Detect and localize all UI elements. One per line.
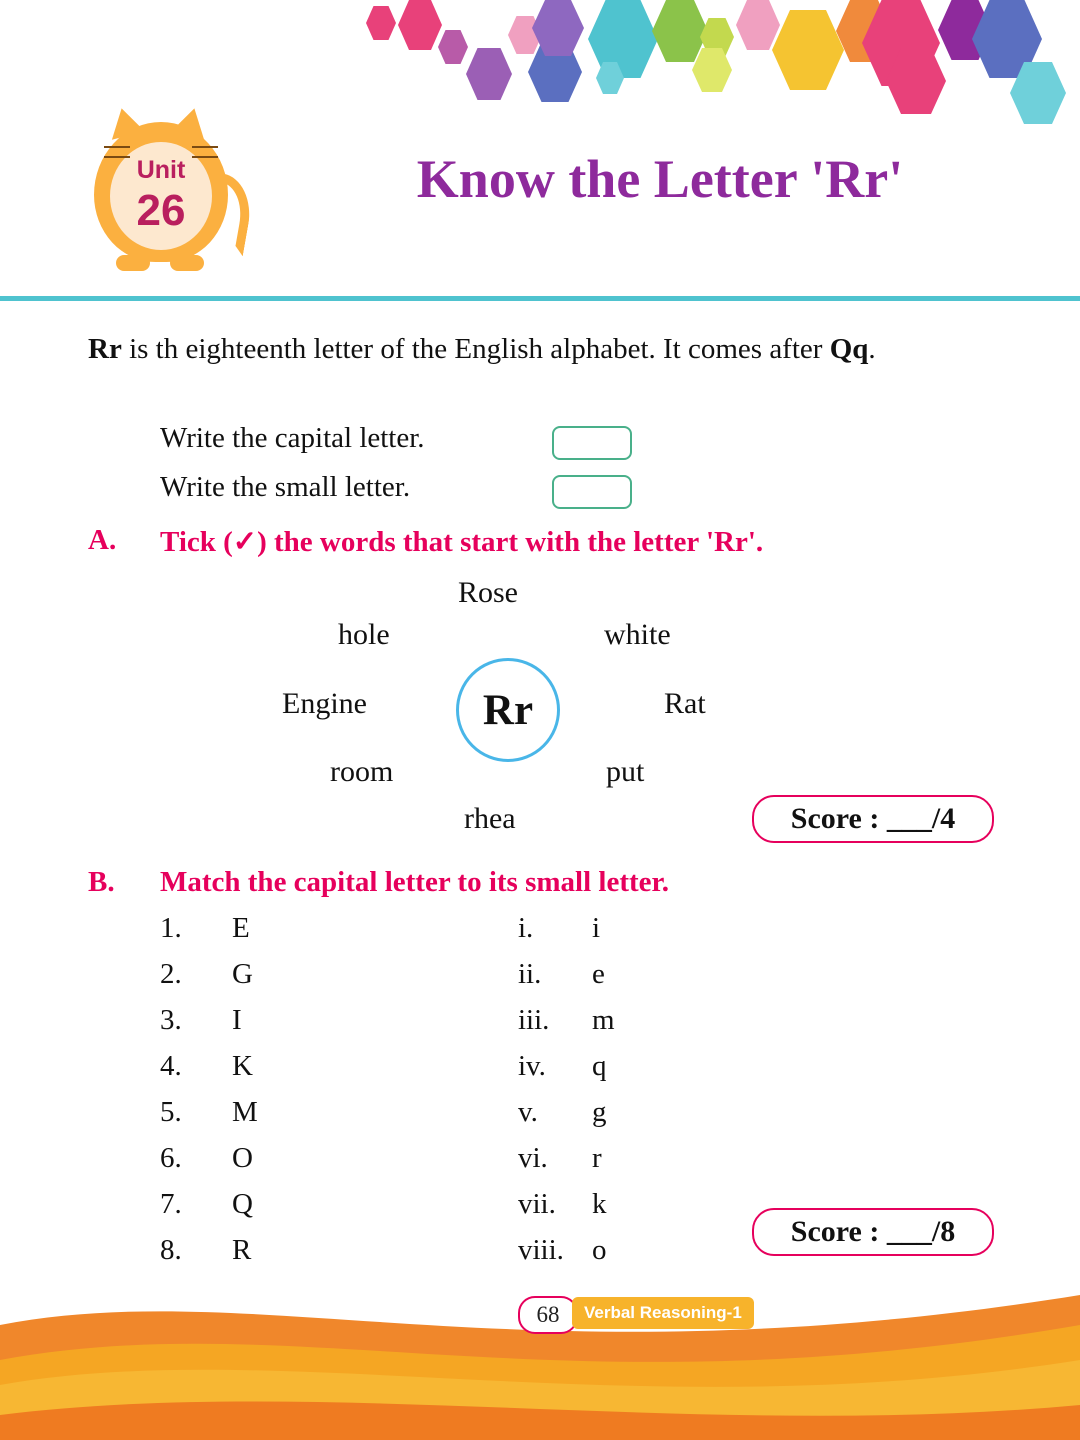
match-right-number: viii. [518, 1234, 564, 1266]
match-left-number: 6. [160, 1142, 182, 1174]
match-right-value[interactable]: g [592, 1096, 607, 1128]
score-box-a[interactable]: Score : ___/4 [752, 795, 994, 843]
cat-whisker-icon [192, 146, 218, 148]
intro-text-2: . [868, 333, 876, 365]
write-capital-label: Write the capital letter. [160, 422, 425, 454]
match-right-value[interactable]: e [592, 958, 605, 990]
match-right-value[interactable]: m [592, 1004, 615, 1036]
match-left-number: 5. [160, 1096, 182, 1128]
intro-paragraph [88, 330, 998, 369]
page-title: Know the Letter 'Rr' [416, 149, 904, 209]
match-right-number: iii. [518, 1004, 550, 1036]
match-right-number: vii. [518, 1188, 556, 1220]
match-left-value[interactable]: M [232, 1096, 258, 1128]
hexagon-shape [736, 0, 780, 50]
write-small-label: Write the small letter. [160, 471, 411, 503]
match-right-number: iv. [518, 1050, 546, 1082]
word-option[interactable]: white [604, 618, 671, 651]
match-right-value[interactable]: q [592, 1050, 607, 1082]
section-a-label: A. [88, 524, 117, 556]
unit-badge [86, 108, 246, 273]
section-b-instruction: Match the capital letter to its small letter. [160, 866, 669, 898]
section-a-instruction: Tick (✓) the words that start with the letter 'Rr'. [160, 526, 764, 558]
word-option[interactable]: Rat [664, 687, 706, 720]
score-box-b[interactable]: Score : ___/8 [752, 1208, 994, 1256]
match-right-number: v. [518, 1096, 538, 1128]
hexagon-shape [466, 48, 512, 100]
cat-paw-left-icon [116, 255, 150, 271]
hexagon-shape [772, 10, 844, 90]
footer-wave-decoration [0, 1265, 1080, 1440]
write-small-input[interactable] [552, 475, 632, 509]
match-left-value[interactable]: I [232, 1004, 242, 1036]
match-left-number: 8. [160, 1234, 182, 1266]
unit-number-label: 26 [136, 186, 186, 235]
match-right-value[interactable]: o [592, 1234, 607, 1266]
match-left-number: 2. [160, 958, 182, 990]
match-left-number: 4. [160, 1050, 182, 1082]
word-option[interactable]: room [330, 755, 394, 788]
match-right-number: i. [518, 912, 534, 944]
match-left-value[interactable]: K [232, 1050, 253, 1082]
word-option[interactable]: rhea [464, 802, 516, 835]
hexagon-shape [652, 0, 708, 62]
letter-circle-rr: Rr [456, 658, 560, 762]
write-capital-input[interactable] [552, 426, 632, 460]
page-number-badge: 68 [518, 1296, 578, 1334]
hexagon-shape [438, 30, 468, 64]
cat-paw-right-icon [170, 255, 204, 271]
match-left-value[interactable]: R [232, 1234, 252, 1266]
word-option[interactable]: put [606, 755, 645, 788]
section-b-label: B. [88, 866, 115, 898]
intro-text-1: is th eighteenth letter of the English alphabet. It comes after [121, 333, 830, 365]
intro-bold-rr: Rr [88, 333, 122, 365]
match-right-value[interactable]: i [592, 912, 601, 944]
word-option[interactable]: Rose [458, 576, 518, 609]
book-title-badge: Verbal Reasoning-1 [572, 1297, 754, 1329]
match-left-value[interactable]: O [232, 1142, 253, 1174]
match-left-number: 3. [160, 1004, 182, 1036]
hexagon-shape [366, 6, 396, 40]
match-left-number: 1. [160, 912, 182, 944]
match-right-number: vi. [518, 1142, 548, 1174]
match-right-value[interactable]: r [592, 1142, 602, 1174]
match-left-value[interactable]: G [232, 958, 253, 990]
header-divider [0, 296, 1080, 301]
match-left-number: 7. [160, 1188, 182, 1220]
cat-whisker-icon [104, 146, 130, 148]
match-left-value[interactable]: Q [232, 1188, 253, 1220]
match-left-value[interactable]: E [232, 912, 250, 944]
match-right-number: ii. [518, 958, 542, 990]
hexagon-shape [398, 0, 442, 50]
unit-word-label: Unit [136, 156, 186, 184]
intro-bold-qq: Qq [829, 333, 869, 365]
word-option[interactable]: Engine [282, 687, 367, 720]
match-right-value[interactable]: k [592, 1188, 607, 1220]
word-option[interactable]: hole [338, 618, 390, 651]
hexagon-shape [588, 0, 658, 78]
